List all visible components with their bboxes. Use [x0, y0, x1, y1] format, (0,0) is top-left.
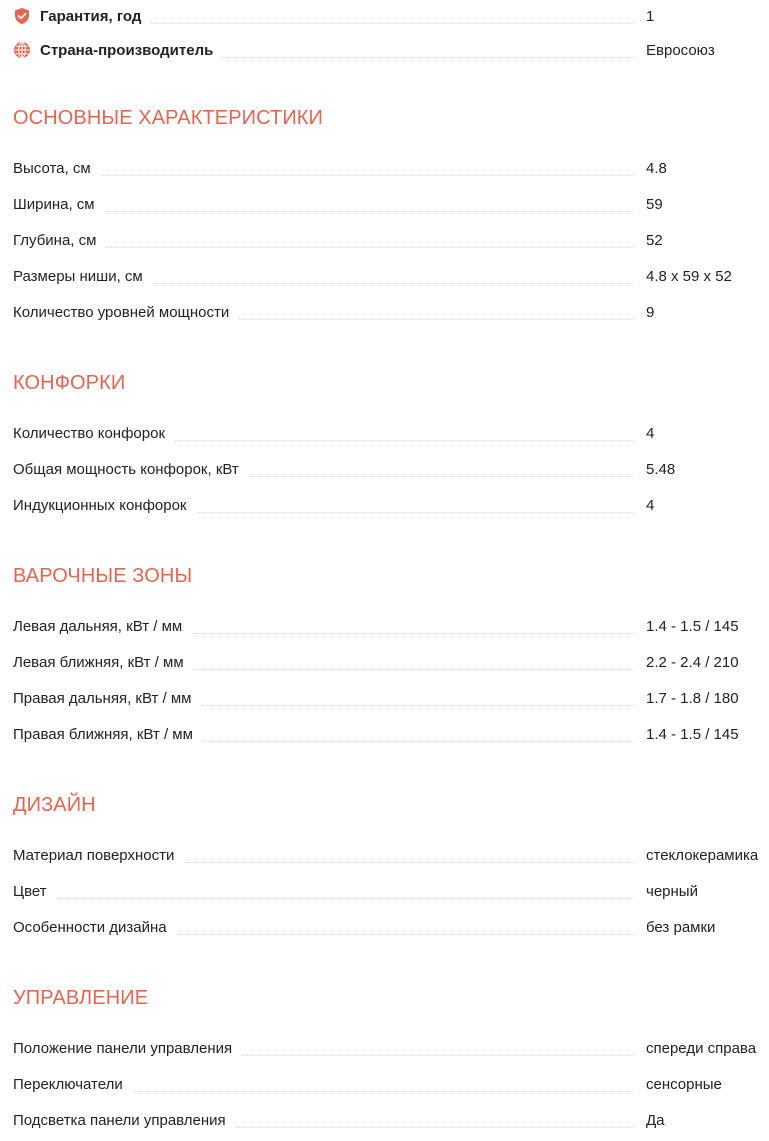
dotted-leader [133, 1091, 634, 1092]
spec-label: Количество уровней мощности [13, 303, 230, 321]
spec-row [13, 150, 769, 186]
dotted-leader [203, 741, 634, 742]
spec-value: без рамки [646, 918, 716, 936]
dotted-leader [236, 1127, 634, 1128]
spec-label: Ширина, см [13, 195, 95, 213]
spec-row [13, 1102, 769, 1138]
spec-label: Общая мощность конфорок, кВт [13, 460, 239, 478]
spec-label: Положение панели управления [13, 1039, 233, 1057]
spec-value: 4.8 x 59 x 52 [646, 267, 732, 285]
spec-label: Материал поверхности [13, 846, 175, 864]
spec-row [13, 909, 769, 945]
section-main [13, 104, 769, 330]
spec-row [13, 294, 769, 330]
spec-row [13, 608, 769, 644]
spec-row [13, 415, 769, 451]
spec-value: 4.8 [646, 159, 667, 177]
spec-label: Переключатели [13, 1075, 123, 1093]
spec-value: черный [646, 882, 698, 900]
spec-label: Страна-производитель [40, 41, 214, 59]
spec-label: Особенности дизайна [13, 918, 167, 936]
section-title: ВАРОЧНЫЕ ЗОНЫ [13, 565, 193, 587]
dotted-leader [239, 319, 634, 320]
spec-row [13, 644, 769, 680]
spec-row [13, 1030, 769, 1066]
dotted-leader [223, 57, 634, 58]
spec-label: Цвет [13, 882, 47, 900]
dotted-leader [106, 247, 634, 248]
spec-label: Левая ближняя, кВт / мм [13, 653, 184, 671]
spec-row-country [13, 32, 769, 68]
dotted-leader [153, 283, 634, 284]
section-title: ДИЗАЙН [13, 794, 96, 816]
spec-value: 52 [646, 231, 663, 249]
globe-icon [13, 41, 31, 59]
spec-row [13, 222, 769, 258]
spec-value: 4 [646, 496, 655, 514]
spec-value: 5.48 [646, 460, 676, 478]
spec-row [13, 451, 769, 487]
spec-row [13, 716, 769, 752]
spec-value: 4 [646, 424, 655, 442]
spec-row [13, 186, 769, 222]
spec-row [13, 873, 769, 909]
spec-row [13, 258, 769, 294]
spec-row [13, 680, 769, 716]
section-burners [13, 369, 769, 523]
section-controls [13, 984, 769, 1138]
dotted-leader [177, 934, 634, 935]
spec-value: спереди справа [646, 1039, 757, 1057]
section-title: КОНФОРКИ [13, 372, 126, 394]
spec-value: 1.4 - 1.5 / 145 [646, 725, 739, 743]
spec-value: сенсорные [646, 1075, 722, 1093]
spec-label: Правая дальняя, кВт / мм [13, 689, 192, 707]
spec-value: 1.4 - 1.5 / 145 [646, 617, 739, 635]
spec-value: Да [646, 1111, 665, 1129]
dotted-leader [151, 23, 634, 24]
section-design [13, 791, 769, 945]
dotted-leader [197, 512, 635, 513]
shield-check-icon [13, 7, 31, 25]
dotted-leader [101, 175, 634, 176]
spec-label: Количество конфорок [13, 424, 166, 442]
spec-value: 9 [646, 303, 655, 321]
spec-row [13, 837, 769, 873]
spec-row-warranty [13, 0, 769, 32]
dotted-leader [184, 862, 634, 863]
spec-value: стеклокерамика [646, 846, 759, 864]
dotted-leader [249, 476, 634, 477]
dotted-leader [192, 633, 634, 634]
dotted-leader [194, 669, 634, 670]
section-title: ОСНОВНЫЕ ХАРАКТЕРИСТИКИ [13, 107, 324, 129]
section-title: УПРАВЛЕНИЕ [13, 987, 149, 1009]
spec-value: 2.2 - 2.4 / 210 [646, 653, 739, 671]
spec-label: Левая дальняя, кВт / мм [13, 617, 183, 635]
section-cooking-zones [13, 562, 769, 752]
spec-label: Индукционных конфорок [13, 496, 187, 514]
spec-label: Гарантия, год [40, 7, 142, 25]
spec-label: Высота, см [13, 159, 91, 177]
spec-label: Правая ближняя, кВт / мм [13, 725, 193, 743]
spec-value: 1.7 - 1.8 / 180 [646, 689, 739, 707]
spec-value: 59 [646, 195, 663, 213]
dotted-leader [57, 898, 634, 899]
spec-label: Размеры ниши, см [13, 267, 143, 285]
spec-value: Евросоюз [646, 41, 715, 59]
dotted-leader [242, 1055, 634, 1056]
spec-value: 1 [646, 7, 655, 25]
spec-label: Глубина, см [13, 231, 97, 249]
spec-row [13, 487, 769, 523]
spec-label: Подсветка панели управления [13, 1111, 226, 1129]
dotted-leader [202, 705, 635, 706]
dotted-leader [105, 211, 634, 212]
dotted-leader [175, 440, 634, 441]
spec-row [13, 1066, 769, 1102]
